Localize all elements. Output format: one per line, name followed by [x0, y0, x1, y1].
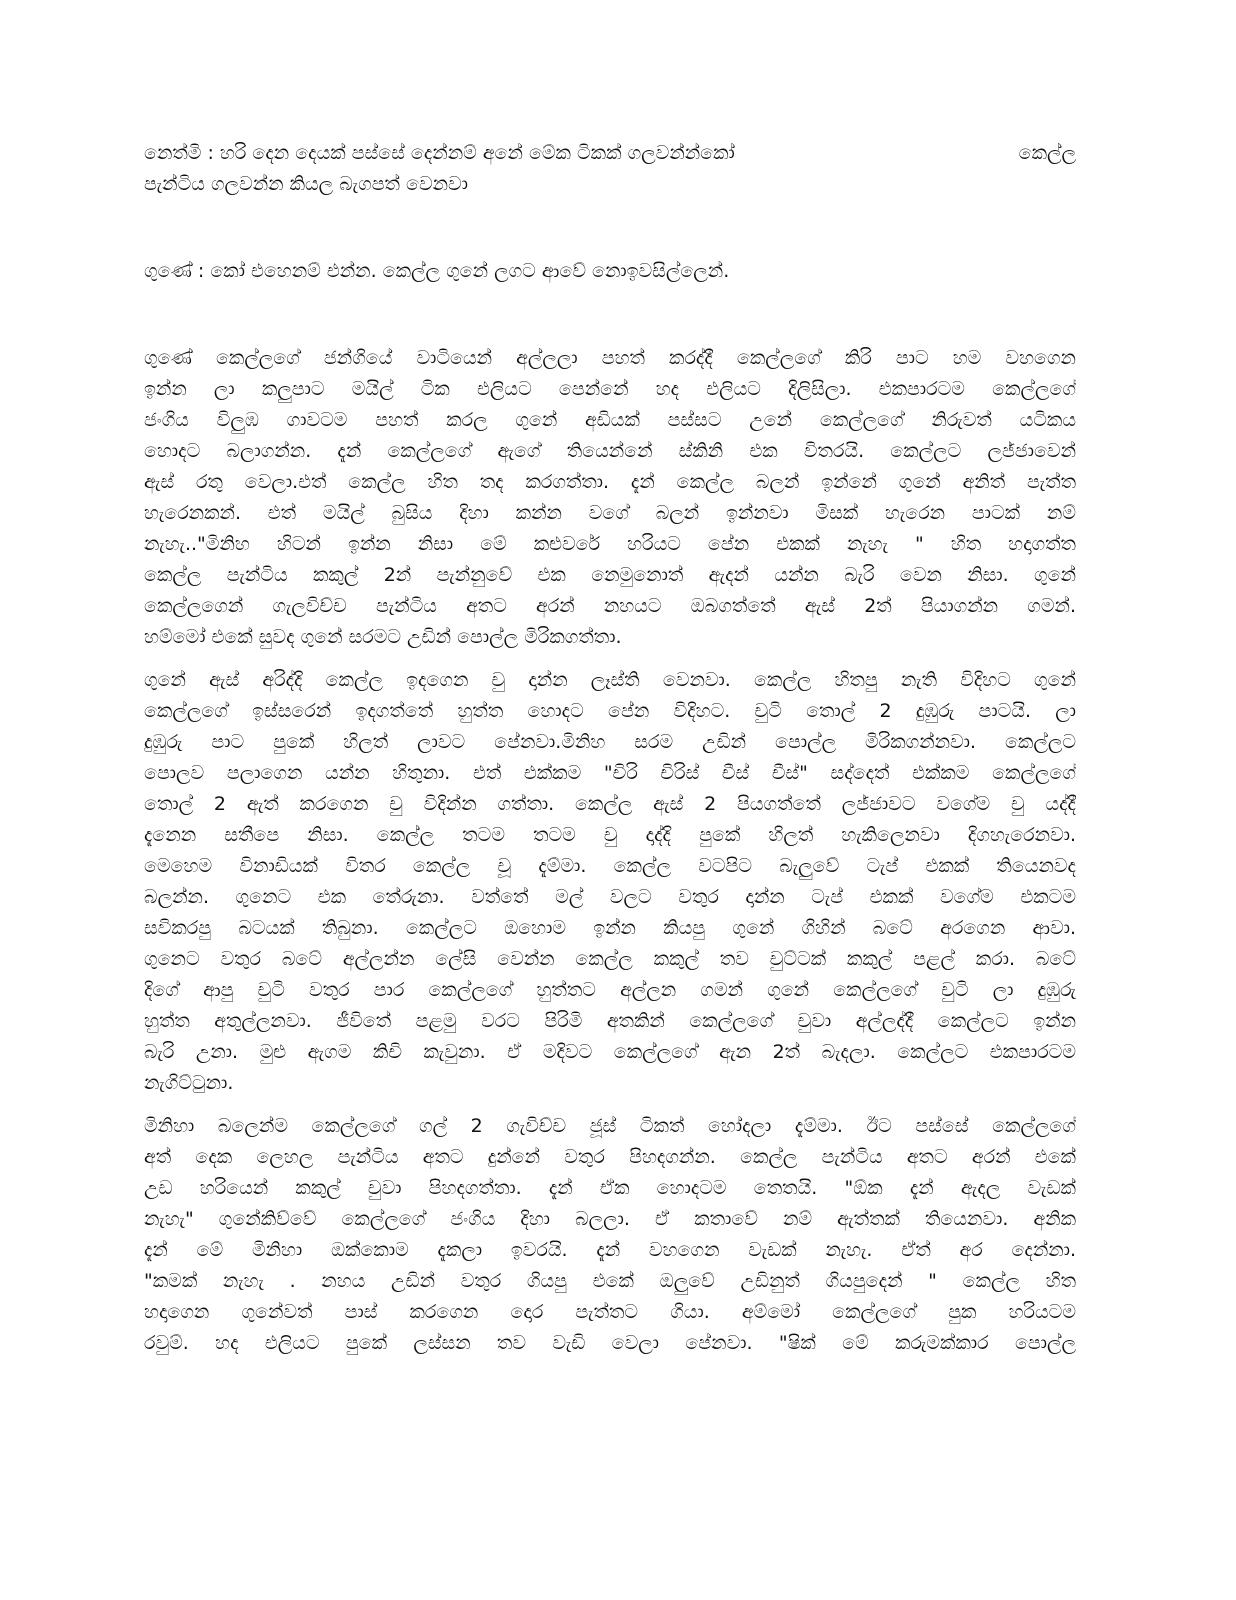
text-line: හම්මෝ එකේ සුවද ගුනේ සරමට උඩින් පොල්ල මිරිකගත්තා. [144, 626, 622, 648]
text-line: නැහැ" ගුනේකිව්වේ කෙල්ලගේ ජංගිය දිහා බලලා. ඒ කතාවේ නම් ඇත්තක් තියෙනවා. අනික [144, 1208, 1076, 1230]
text-line: අත් දෙක ලෙහල පැන්ටිය අතට දුන්නේ වතුර පිහදගන්න. කෙල්ල පැන්ටිය අතට අරන් එකේ [144, 1146, 1076, 1168]
text-line: බලන්න. ගුනෙට එක තේරුනා. වත්තේ මල් වලට වතුර දාන්න ටැප් එකක් වගේම එකටම [144, 886, 1076, 908]
paragraph-3 [144, 1111, 1076, 1359]
dialog-line: ගුණේ : කෝ එහෙනම් එන්න. කෙල්ල ගුනේ ලගට ආවේ නොඉවසිල්ලෙන්. [144, 260, 730, 282]
text-line: රවුම්. හද එලියට පුකේ ලස්සන තව වැඩි වෙලා පේනවා. "ෂික් මේ කරුමක්කාර පොල්ල [144, 1332, 1076, 1354]
dialog-block-gune [144, 256, 1076, 287]
text-line: තොල් 2 ඇත් කරගෙන චු විදින්න ගත්තා. කෙල්ල ඇස් 2 පියගත්තේ ලජ්ජාවට වගේම චු යද්දී [144, 793, 1076, 815]
text-line: නැගිට්ටුනා. [144, 1072, 234, 1094]
text-line: ගුනේ ඇස් අරිද්දි කෙල්ල ඉදගෙන චු දාන්න ලෑස්ති වෙනවා. කෙල්ල හිතපු නැති විදිහට ගුනේ [144, 669, 1076, 691]
text-line: දැනෙන සතීපෙ නිසා. කෙල්ල තටම තටම චු දාද්දි පුකේ හිලත් හැකිලෙනවා දිගහැරෙනවා. [144, 824, 1076, 846]
text-line: ගුනෙට වතුර බටේ අල්ලන්න ලේසි වෙන්න කෙල්ල කකුල් තව චුට්ටක් කකුල් පළල් කරා. බටේ [144, 948, 1076, 970]
text-line: ඉන්න ලා කලුපාට මයිල් ටික එලියට පෙන්නේ හද එලියට දිලිසිලා. එකපාරටම කෙල්ලගේ [144, 378, 1076, 400]
paragraph-1 [144, 343, 1076, 653]
text-line: ගුණේ කෙල්ලගේ ජන්ගියේ වාටියෙන් අල්ලලා පහත් කරද්දී කෙල්ලගේ කිරි පාට හම වහගෙන [144, 347, 1076, 369]
text-line: නැහැ.."මිනිහ හිටන් ඉන්න නිසා මේ කළුවරේ හරියට පේන එකක් නැහැ " හිත හදාගත්ත [144, 533, 1076, 555]
text-line: ජංගිය විලුඹ ගාවටම පහත් කරල ගුනේ අඩියක් පස්සට උනේ කෙල්ලගේ නිරුවත් යටිකය [144, 409, 1076, 431]
text-line: උඩ හරියෙන් කකුල් චුවා පිහදගත්තා. දැන් ඒක හොදටම තෙතයි. "ඕක දැන් ඇදල වැඩක් [144, 1177, 1076, 1199]
text-line: කෙල්ලගේ ඉස්සරෙන් ඉදගත්තේ හුත්ත හොදට පේන විදිහට. චුටි තොල් 2 දුඹුරු පාටයි. ලා [144, 700, 1076, 722]
text-line: හුත්ත අතුල්ලනවා. ජීවිතේ පළමු වරට පිරිමි අතකින් කෙල්ලගේ චුවා අල්ලද්දී කෙල්ලට ඉන්න [144, 1010, 1076, 1032]
dialog-line: පැන්ටිය ගලවන්න කියල බැගපත් වෙනවා [144, 173, 468, 195]
text-line: ඇස් රතු වෙලා.එත් කෙල්ල හිත තද කරගත්තා. දැන් කෙල්ල බලන් ඉන්නේ ගුනේ අනිත් පැත්ත [144, 471, 1076, 493]
text-line: "කමක් නැහැ . නහය උඩින් වතුර ගියපු එකේ ඔලුවේ උඩිනුත් ගියපුදෙන් " කෙල්ල හිත [144, 1270, 1076, 1292]
text-line: දැන් මේ මිනිහා ඔක්කොම දැකලා ඉවරයි. දැන් වහගෙන වැඩක් නැහැ. ඒත් අර දෙන්නා. [144, 1239, 1076, 1261]
dialog-block-nethmi [144, 138, 1076, 200]
dialog-line [144, 138, 1076, 169]
paragraph-2 [144, 665, 1076, 1099]
dialog-text: නෙත්මි : හරි දෙන දෙයක් පස්සේ දෙන්නම් අනේ මේක ටිකක් ගලවන්න්කෝ [144, 142, 735, 164]
text-line: දිගේ ආපු චුටි වතුර පාර කෙල්ලගේ හුත්තට අල්ලන ගමන් ගුනේ කෙල්ලගේ චුටි ලා දුඹුරු [144, 979, 1076, 1001]
text-line: සවිකරපු බටයක් තිබුනා. කෙල්ලට ඔහොම ඉන්න කියපු ගුනේ ගිහින් බටේ අරගෙන ආවා. [144, 917, 1076, 939]
text-line: මිනිහා බලෙන්ම කෙල්ලගේ ගල් 2 ගැවිච්ච ජූස් ටිකත් හෝදලා දැම්මා. ඊට පස්සේ කෙල්ලගේ [144, 1115, 1076, 1137]
dialog-text-right: කෙල්ල [1018, 142, 1076, 164]
text-line: මෙහෙම විනාඩියක් විතර කෙල්ල චූ දැම්මා. කෙල්ල වටපිට බැලුවේ ටැප් එකක් තියෙනවද [144, 855, 1076, 877]
text-line: හදාගෙන ගුනේවත් පාස් කරගෙන දොර පැත්තට ගියා. අම්මෝ කෙල්ලගේ පුක හරියටම [144, 1301, 1076, 1323]
text-line: බැරි උනා. මුළු ඇගම කිචි කැවුනා. ඒ මදිවට කෙල්ලගේ ඇන 2ත් බැදලා. කෙල්ලට එකපාරටම [144, 1041, 1076, 1063]
text-line: දුඹුරු පාට පුකේ හිලත් ලාවට පේනවා.මිනිහ සරම උඩින් පොල්ල මිරිකගන්නවා. කෙල්ලට [144, 731, 1076, 753]
text-line: හැරෙනකන්. එත් මයිල් බුසිය දිහා කන්න වගේ බලන් ඉන්නවා මිසක් හැරෙන පාටක් නම් [144, 502, 1076, 524]
text-line: කෙල්ල පැන්ටිය කකුල් 2න් පැන්නුවේ එක නෙමුනොත් ඇදන් යන්න බැරි වෙන නිසා. ගුනේ [144, 564, 1076, 586]
text-line: පොලව පලාගෙන යන්න හිතුනා. එත් එක්කම "චිරි චිරිස් චීස් චීස්" සද්දෙත් එක්කම කෙල්ලගේ [144, 762, 1076, 784]
text-line: හොදට බලාගන්න. දැන් කෙල්ලගේ ඇගේ තියෙන්නේ ස්කිනි එක විතරයි. කෙල්ලට ලජ්ජාවෙන් [144, 440, 1076, 462]
text-line: කෙල්ලගෙන් ගැලවිච්ච පැන්ටිය අතට අරන් නහයට ඔබගත්තේ ඇස් 2ත් පියාගන්න ගමන්. [144, 595, 1076, 617]
